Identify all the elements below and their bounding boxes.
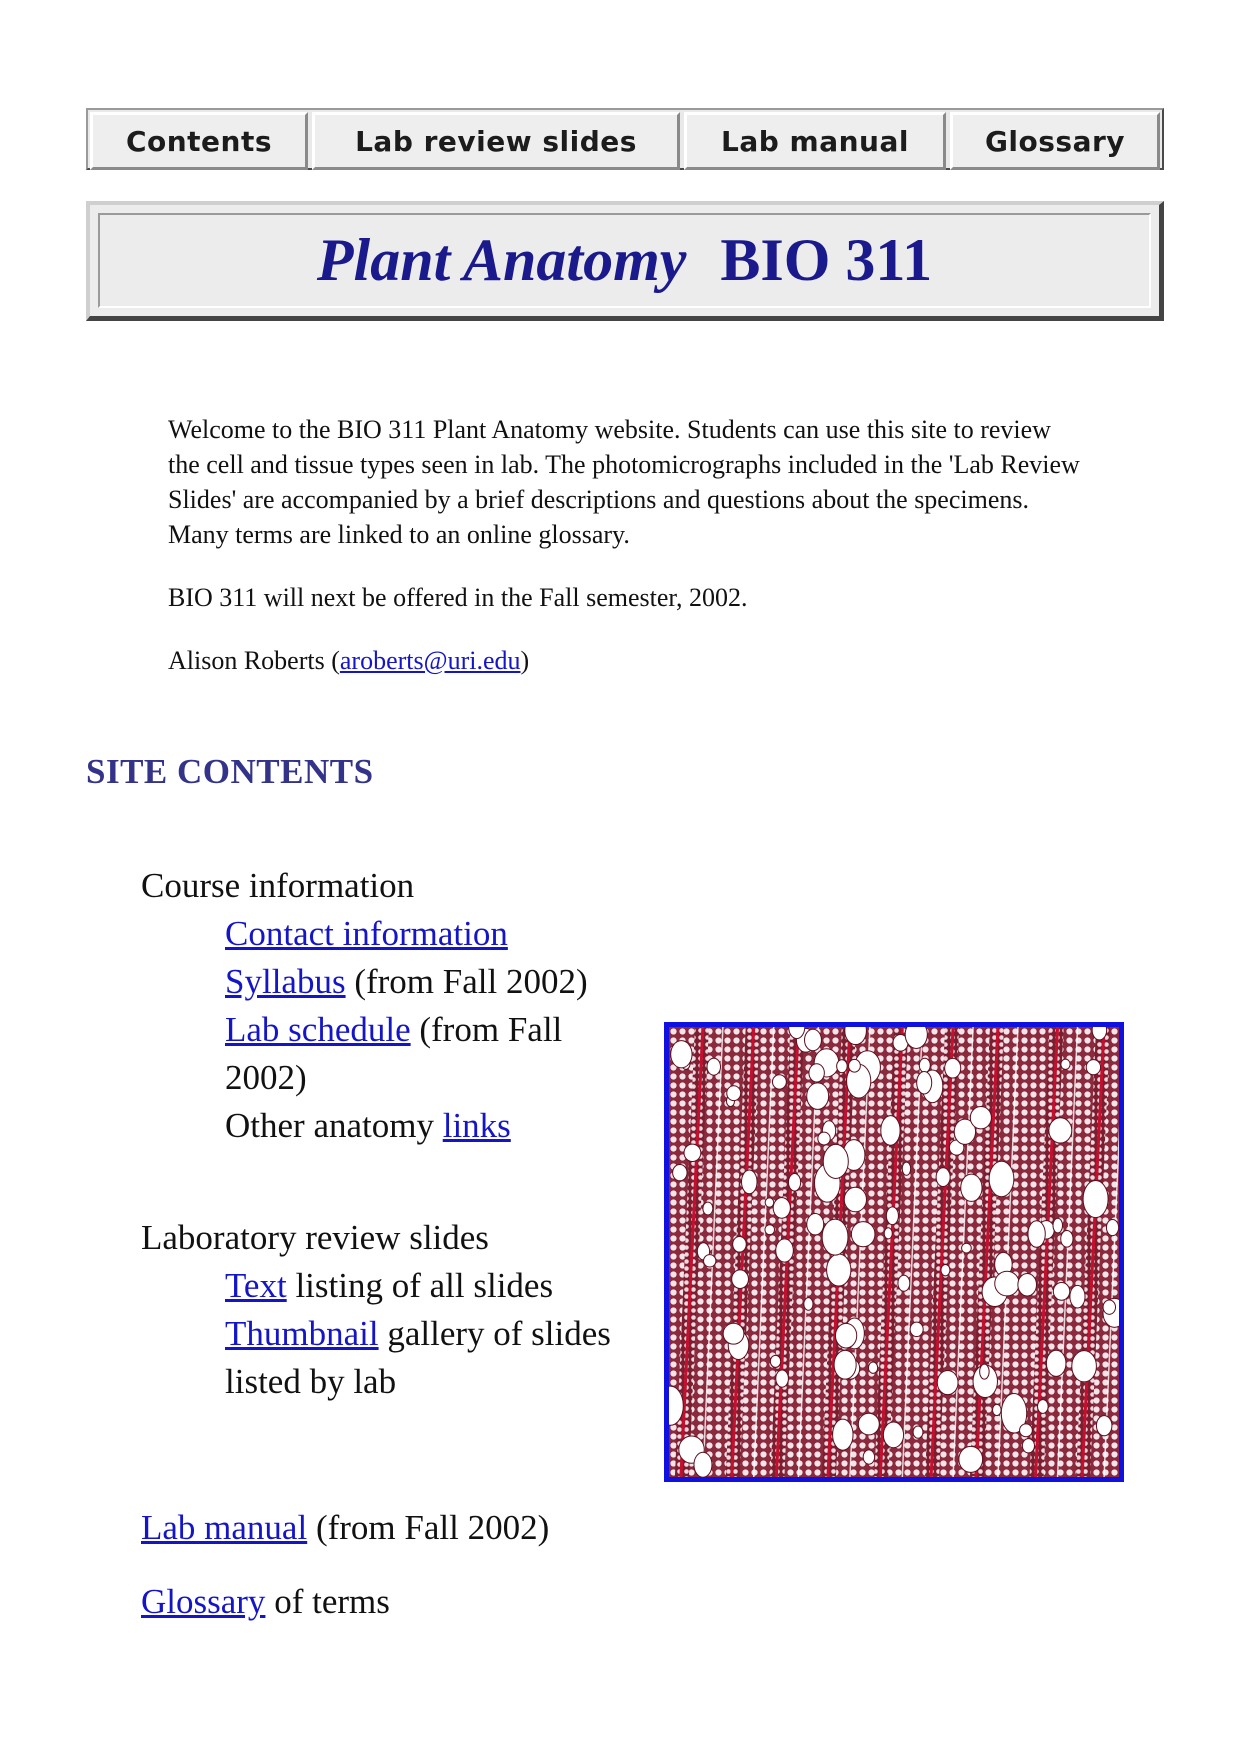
wood-cross-section-icon [669, 1027, 1119, 1477]
title-banner-inner [98, 213, 1151, 308]
nav-bar [86, 108, 1164, 170]
lab-schedule-note: (from Fall 2002) [225, 1010, 563, 1097]
other-anatomy-text: Other anatomy [225, 1106, 443, 1145]
lab-manual-link[interactable]: Lab manual [141, 1508, 308, 1547]
list-item [225, 1262, 625, 1310]
page-title-course: BIO 311 [720, 227, 933, 293]
other-anatomy-links-link[interactable]: links [442, 1106, 511, 1145]
title-banner [86, 201, 1164, 321]
course-info-title: Course information [141, 866, 415, 905]
site-contents-list [141, 862, 661, 1406]
lab-schedule-link[interactable]: Lab schedule [225, 1010, 411, 1049]
page-title-subject: Plant Anatomy [316, 227, 687, 293]
list-item [225, 1006, 625, 1102]
next-offering-text: BIO 311 will next be offered in the Fall semester, 2002. [168, 583, 748, 612]
intro-section [168, 412, 1088, 706]
author-close-paren: ) [520, 646, 530, 675]
list-item [225, 958, 625, 1006]
list-item [225, 1310, 625, 1406]
thumbnail-gallery-link[interactable]: Thumbnail [225, 1314, 379, 1353]
list-item [225, 910, 625, 958]
text-listing-suffix: listing of all slides [286, 1266, 554, 1305]
intro-paragraph: Welcome to the BIO 311 Plant Anatomy website. Students can use this site to review the cell and tissue types seen in lab. The photomicrographs included in the 'Lab Review Slides' are accompanied by a brief descriptions and questions about the specimens. Many terms are linked to an online glossary. [168, 415, 1080, 549]
author-line [168, 643, 1088, 678]
text-listing-link[interactable]: Text [225, 1266, 287, 1305]
lab-slides-items [225, 1262, 625, 1406]
site-contents-heading: SITE CONTENTS [86, 752, 374, 791]
lab-manual-note: (from Fall 2002) [307, 1508, 550, 1547]
contact-information-link[interactable]: Contact information [225, 914, 508, 953]
list-item [225, 1102, 625, 1150]
micrograph-image[interactable] [664, 1022, 1124, 1482]
thumbnail-gallery-suffix: gallery of slides listed by lab [225, 1314, 611, 1401]
author-name: Alison Roberts ( [168, 646, 340, 675]
glossary-line [141, 1578, 390, 1626]
nav-lab-review-slides-button[interactable]: Lab review slides [312, 112, 680, 170]
lab-manual-line [141, 1504, 549, 1552]
nav-lab-manual-button[interactable]: Lab manual [684, 112, 946, 170]
syllabus-link[interactable]: Syllabus [225, 962, 346, 1001]
lab-slides-title: Laboratory review slides [141, 1218, 489, 1257]
nav-glossary-button[interactable]: Glossary [950, 112, 1160, 170]
author-email-link[interactable]: aroberts@uri.edu [339, 646, 521, 675]
nav-contents-button[interactable]: Contents [90, 112, 308, 170]
course-info-items [225, 910, 625, 1150]
page-title [317, 226, 932, 295]
glossary-link[interactable]: Glossary [141, 1582, 266, 1621]
glossary-suffix: of terms [265, 1582, 390, 1621]
syllabus-note: (from Fall 2002) [345, 962, 588, 1001]
